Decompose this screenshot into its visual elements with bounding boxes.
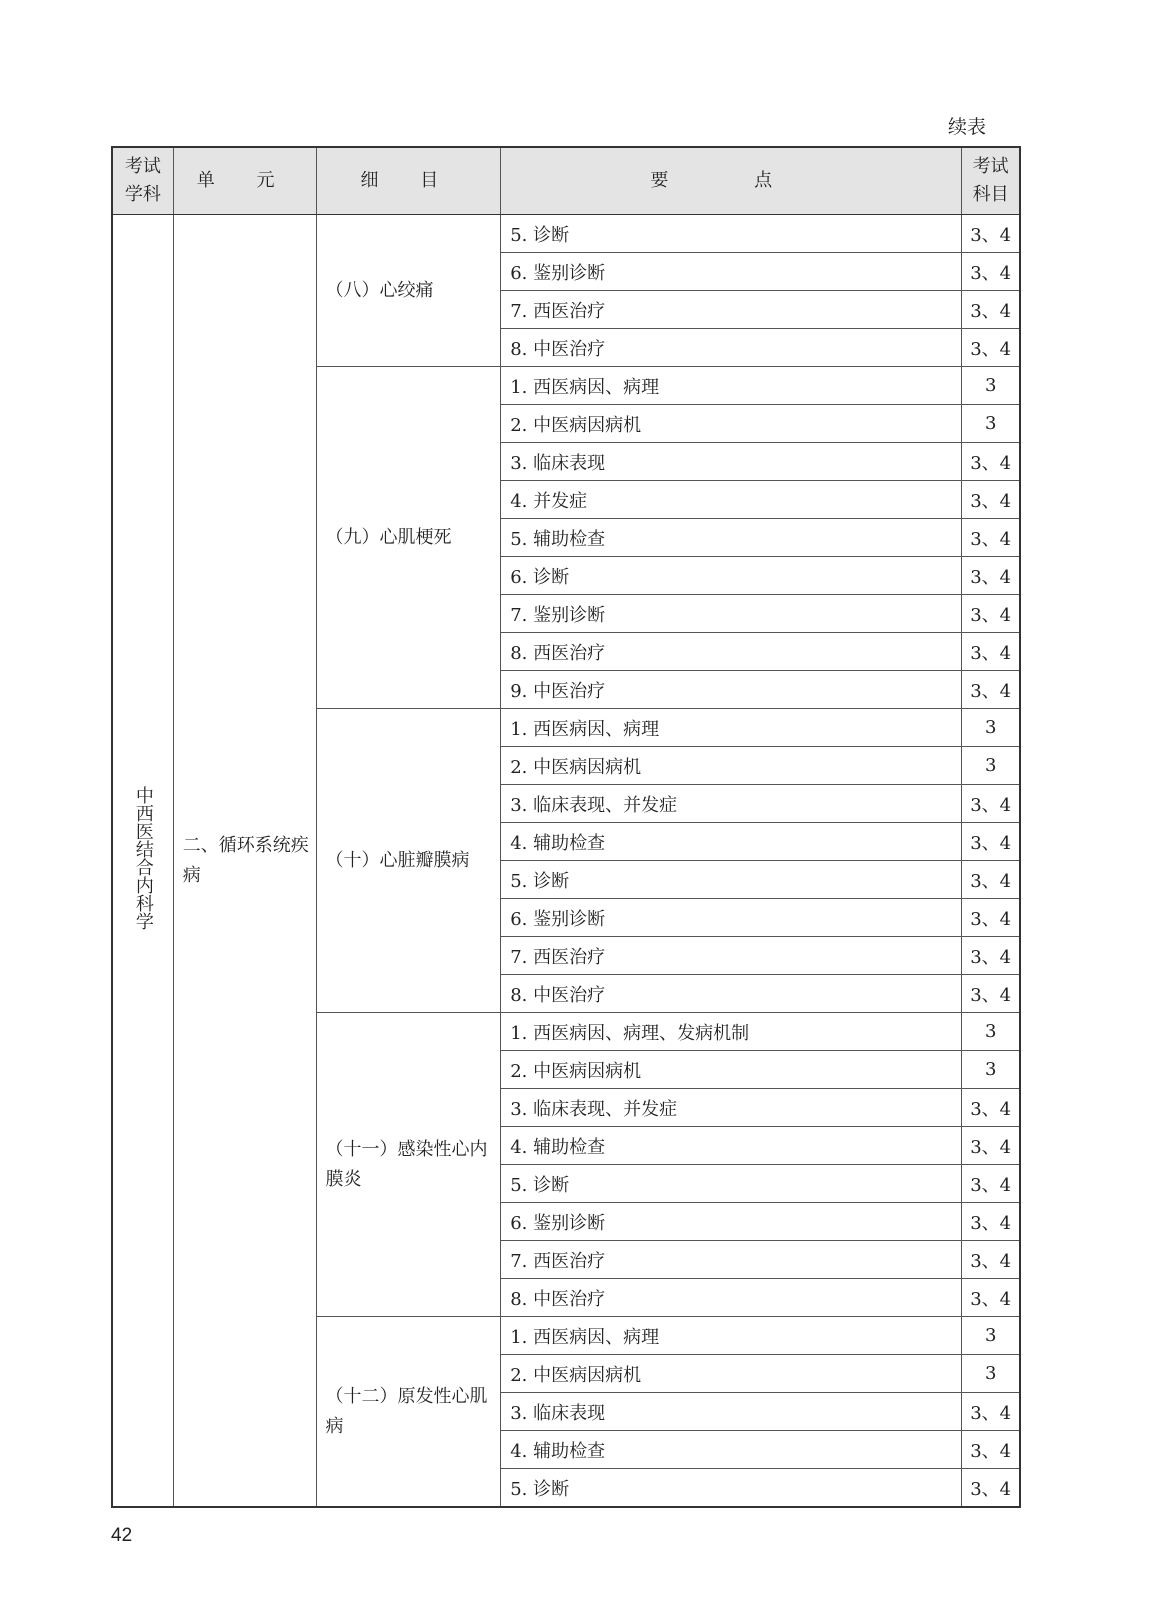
point-cell: 8. 中医治疗: [501, 329, 962, 367]
score-cell: 3、4: [962, 633, 1020, 671]
score-cell: 3: [962, 1051, 1020, 1089]
point-cell: 6. 诊断: [501, 557, 962, 595]
point-cell: 2. 中医病因病机: [501, 1051, 962, 1089]
point-cell: 2. 中医病因病机: [501, 747, 962, 785]
score-cell: 3、4: [962, 1431, 1020, 1469]
score-cell: 3: [962, 1355, 1020, 1393]
detail-cell: （八）心绞痛: [316, 215, 501, 367]
point-cell: 6. 鉴别诊断: [501, 1203, 962, 1241]
point-cell: 7. 鉴别诊断: [501, 595, 962, 633]
score-cell: 3、4: [962, 1089, 1020, 1127]
point-cell: 2. 中医病因病机: [501, 405, 962, 443]
point-cell: 2. 中医病因病机: [501, 1355, 962, 1393]
score-cell: 3、4: [962, 329, 1020, 367]
score-cell: 3、4: [962, 1203, 1020, 1241]
point-cell: 4. 并发症: [501, 481, 962, 519]
score-cell: 3、4: [962, 1279, 1020, 1317]
score-cell: 3、4: [962, 1241, 1020, 1279]
unit-cell: 二、循环系统疾病: [173, 215, 316, 1508]
subject-cell: [112, 215, 173, 1508]
header-row: [112, 147, 1020, 215]
score-cell: 3、4: [962, 1165, 1020, 1203]
point-cell: 3. 临床表现: [501, 443, 962, 481]
header-unit: 单 元: [173, 147, 316, 215]
subject-label: 中西医结合内科学: [132, 786, 154, 930]
point-cell: 5. 诊断: [501, 1469, 962, 1508]
point-cell: 1. 西医病因、病理: [501, 1317, 962, 1355]
score-cell: 3: [962, 405, 1020, 443]
point-cell: 7. 西医治疗: [501, 937, 962, 975]
header-subject: 考试 学科: [112, 147, 173, 215]
point-cell: 5. 辅助检查: [501, 519, 962, 557]
detail-cell: （十一）感染性心内膜炎: [316, 1013, 501, 1317]
score-cell: 3、4: [962, 671, 1020, 709]
detail-cell: （十）心脏瓣膜病: [316, 709, 501, 1013]
point-cell: 7. 西医治疗: [501, 1241, 962, 1279]
score-cell: 3、4: [962, 1393, 1020, 1431]
score-cell: 3、4: [962, 481, 1020, 519]
score-cell: 3、4: [962, 1127, 1020, 1165]
header-detail: 细 目: [316, 147, 501, 215]
point-cell: 8. 西医治疗: [501, 633, 962, 671]
score-cell: 3: [962, 1317, 1020, 1355]
score-cell: 3、4: [962, 519, 1020, 557]
point-cell: 7. 西医治疗: [501, 291, 962, 329]
table-body: [112, 215, 1020, 1508]
table-row: [112, 215, 1020, 253]
score-cell: 3、4: [962, 1469, 1020, 1508]
point-cell: 9. 中医治疗: [501, 671, 962, 709]
point-cell: 6. 鉴别诊断: [501, 899, 962, 937]
point-cell: 4. 辅助检查: [501, 1431, 962, 1469]
score-cell: 3、4: [962, 215, 1020, 253]
score-cell: 3、4: [962, 595, 1020, 633]
score-cell: 3、4: [962, 443, 1020, 481]
point-cell: 8. 中医治疗: [501, 1279, 962, 1317]
continued-label: 续表: [947, 116, 986, 138]
point-cell: 1. 西医病因、病理: [501, 367, 962, 405]
score-cell: 3、4: [962, 975, 1020, 1013]
score-cell: 3: [962, 747, 1020, 785]
syllabus-table: [111, 146, 1021, 1508]
point-cell: 8. 中医治疗: [501, 975, 962, 1013]
detail-cell: （十二）原发性心肌病: [316, 1317, 501, 1508]
score-cell: 3: [962, 709, 1020, 747]
score-cell: 3、4: [962, 253, 1020, 291]
header-point: 要 点: [501, 147, 962, 215]
score-cell: 3: [962, 367, 1020, 405]
point-cell: 6. 鉴别诊断: [501, 253, 962, 291]
score-cell: 3、4: [962, 861, 1020, 899]
point-cell: 3. 临床表现、并发症: [501, 785, 962, 823]
score-cell: 3: [962, 1013, 1020, 1051]
score-cell: 3、4: [962, 823, 1020, 861]
detail-cell: （九）心肌梗死: [316, 367, 501, 709]
point-cell: 1. 西医病因、病理、发病机制: [501, 1013, 962, 1051]
point-cell: 5. 诊断: [501, 1165, 962, 1203]
point-cell: 3. 临床表现、并发症: [501, 1089, 962, 1127]
header-score: 考试 科目: [962, 147, 1020, 215]
score-cell: 3、4: [962, 937, 1020, 975]
score-cell: 3、4: [962, 557, 1020, 595]
point-cell: 3. 临床表现: [501, 1393, 962, 1431]
point-cell: 4. 辅助检查: [501, 823, 962, 861]
point-cell: 4. 辅助检查: [501, 1127, 962, 1165]
page-number: 42: [111, 1525, 133, 1546]
point-cell: 1. 西医病因、病理: [501, 709, 962, 747]
point-cell: 5. 诊断: [501, 861, 962, 899]
score-cell: 3、4: [962, 291, 1020, 329]
point-cell: 5. 诊断: [501, 215, 962, 253]
score-cell: 3、4: [962, 785, 1020, 823]
score-cell: 3、4: [962, 899, 1020, 937]
